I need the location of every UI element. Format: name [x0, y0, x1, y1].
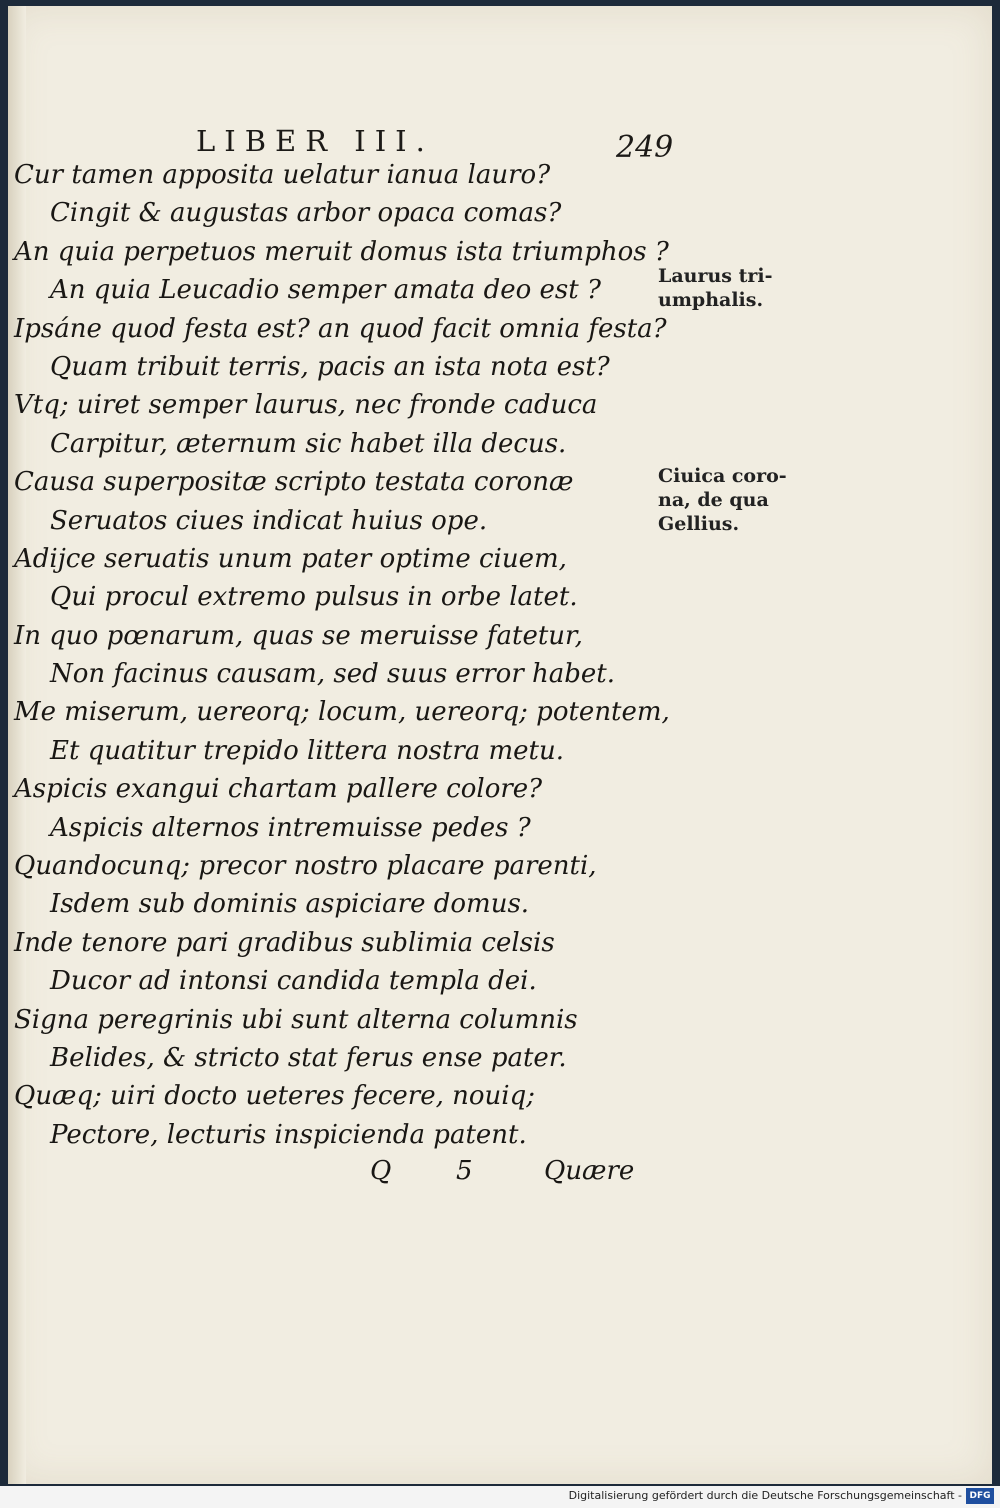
running-header: LIBER III. [196, 124, 434, 158]
verse-line: Signa peregrinis ubi sunt alterna columnis [14, 1004, 578, 1035]
signature-mark: Q [370, 1156, 392, 1186]
verse-line: Carpitur, æternum sic habet illa decus. [50, 428, 567, 459]
verse-line: Adijce seruatis unum pater optime ciuem, [14, 543, 567, 574]
verse-line: Causa superpositæ scripto testata coronæ [14, 467, 574, 498]
verse-line: Pectore, lecturis inspicienda patent. [50, 1119, 527, 1150]
verse-line: Belides, & stricto stat ferus ense pater. [50, 1042, 567, 1073]
verse-line: Et quatitur trepido littera nostra metu. [50, 735, 565, 766]
verse-line: Quam tribuit terris, pacis an ista nota est? [50, 351, 610, 382]
verse-line: Aspicis alternos intremuisse pedes ? [50, 812, 531, 843]
verse-line: Seruatos ciues indicat huius ope. [50, 505, 488, 536]
verse-line: Ipsáne quod festa est? an quod facit omnia festa? [14, 313, 667, 344]
credit-bar [0, 1486, 1000, 1508]
verse-line: Ducor ad intonsi candida templa dei. [50, 966, 537, 997]
verse-line: Quandocunq; precor nostro placare parenti, [14, 851, 597, 882]
verse-line: Isdem sub dominis aspiciare domus. [50, 889, 530, 920]
book-page [8, 6, 992, 1484]
verse-line: Cingit & augustas arbor opaca comas? [50, 198, 562, 229]
catchword: Quære [544, 1156, 635, 1186]
verse-line: Inde tenore pari gradibus sublimia celsis [14, 927, 555, 958]
dfg-logo-icon[interactable]: DFG [966, 1488, 994, 1504]
verse-line: Cur tamen apposita uelatur ianua lauro? [14, 160, 551, 190]
verse-line: Me miserum, uereorq; locum, uereorq; potentem, [14, 697, 670, 728]
funding-credit: Digitalisierung gefördert durch die Deutsche Forschungsgemeinschaft - [568, 1489, 962, 1502]
margin-note-ciuica: Ciuica coro- na, de qua Gellius. [658, 465, 787, 535]
leaf-number: 5 [456, 1156, 473, 1186]
verse-block [14, 156, 670, 1154]
verse-line: An quia Leucadio semper amata deo est ? [50, 275, 601, 306]
verse-line: Vtq; uiret semper laurus, nec fronde caduca [14, 390, 598, 421]
verse-line: Non facinus causam, sed suus error habet. [50, 659, 616, 690]
margin-note-laurus: Laurus tri- umphalis. [658, 265, 773, 311]
verse-line: Aspicis exangui chartam pallere colore? [14, 774, 543, 805]
verse-line: An quia perpetuos meruit domus ista triumphos ? [14, 236, 669, 267]
verse-line: In quo pœnarum, quas se meruisse fatetur, [14, 620, 583, 651]
page-number: 249 [616, 130, 674, 165]
verse-line: Qui procul extremo pulsus in orbe latet. [50, 582, 578, 613]
verse-line: Quæq; uiri docto ueteres fecere, nouiq; [14, 1081, 536, 1112]
